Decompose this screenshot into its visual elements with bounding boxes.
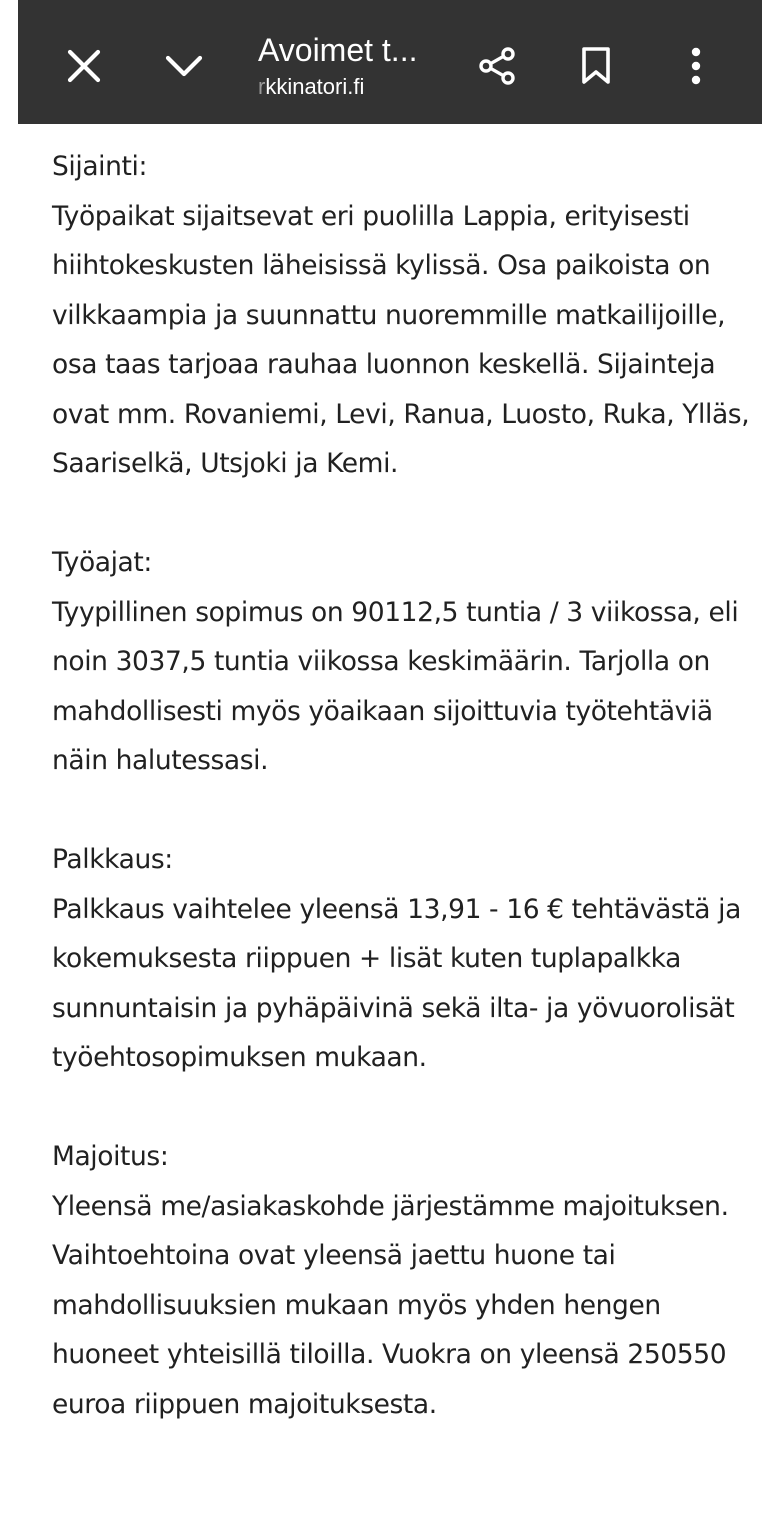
section-heading: Majoitus: <box>52 1141 169 1172</box>
share-button[interactable] <box>466 34 530 98</box>
close-button[interactable] <box>52 34 116 98</box>
url-domain: kkinatori.fi <box>265 74 365 99</box>
section-heading: Palkkaus: <box>52 844 173 875</box>
close-icon <box>66 48 102 84</box>
section-heading: Työajat: <box>52 547 152 578</box>
section-body: Tyypillinen sopimus on 90112,5 tuntia / 3 viikossa, eli noin 3037,5 tuntia viikossa keskimäärin. Tarjolla on mahdollisesti myös yöaikaan sijoittuvia työtehtäviä näin halutessasi. <box>52 596 739 776</box>
minimize-button[interactable] <box>152 34 216 98</box>
page-url <box>258 72 458 102</box>
section-body: Palkkaus vaihtelee yleensä 13,91 - 16 € tehtävästä ja kokemuksesta riippuen + lisät kuten tuplapalkka sunnuntaisin ja pyhäpäivinä sekä ilta- ja yövuorolisät työehtosopimuksen mukaan. <box>52 893 741 1073</box>
section-heading: Sijainti: <box>52 151 148 182</box>
bookmark-icon <box>580 46 612 86</box>
section-location <box>52 142 752 489</box>
bookmark-button[interactable] <box>564 34 628 98</box>
section-salary <box>52 835 752 1083</box>
url-faded-prefix: r <box>258 74 266 99</box>
section-accommodation <box>52 1132 752 1429</box>
section-body: Yleensä me/asiakaskohde järjestämme majoituksen. Vaihtoehtoina ovat yleensä jaettu huone tai mahdollisuuksien mukaan myös yhden hengen huoneet yhteisillä tiloilla. Vuokra on yleensä 250550 euroa riippuen majoituksesta. <box>52 1190 729 1420</box>
article-content <box>52 142 752 1479</box>
page-title-block <box>258 28 458 108</box>
section-working-hours <box>52 538 752 786</box>
chevron-down-icon <box>164 53 204 79</box>
section-body: Työpaikat sijaitsevat eri puolilla Lappia, erityisesti hiihtokeskusten läheisissä kylissä. Osa paikoista on vilkkaampia ja suunnattu nuoremmille matkailijoille, osa taas tarjoaa rauhaa luonnon keskellä. Sijainteja ovat mm. Rovaniemi, Levi, Ranua, Luosto, Ruka, Ylläs, Saariselkä, Utsjoki ja Kemi. <box>52 200 750 479</box>
more-options-button[interactable] <box>664 34 728 98</box>
browser-toolbar <box>18 0 762 124</box>
page-title: Avoimet t... <box>258 32 418 68</box>
share-icon <box>478 46 518 86</box>
more-vert-icon <box>690 46 702 86</box>
